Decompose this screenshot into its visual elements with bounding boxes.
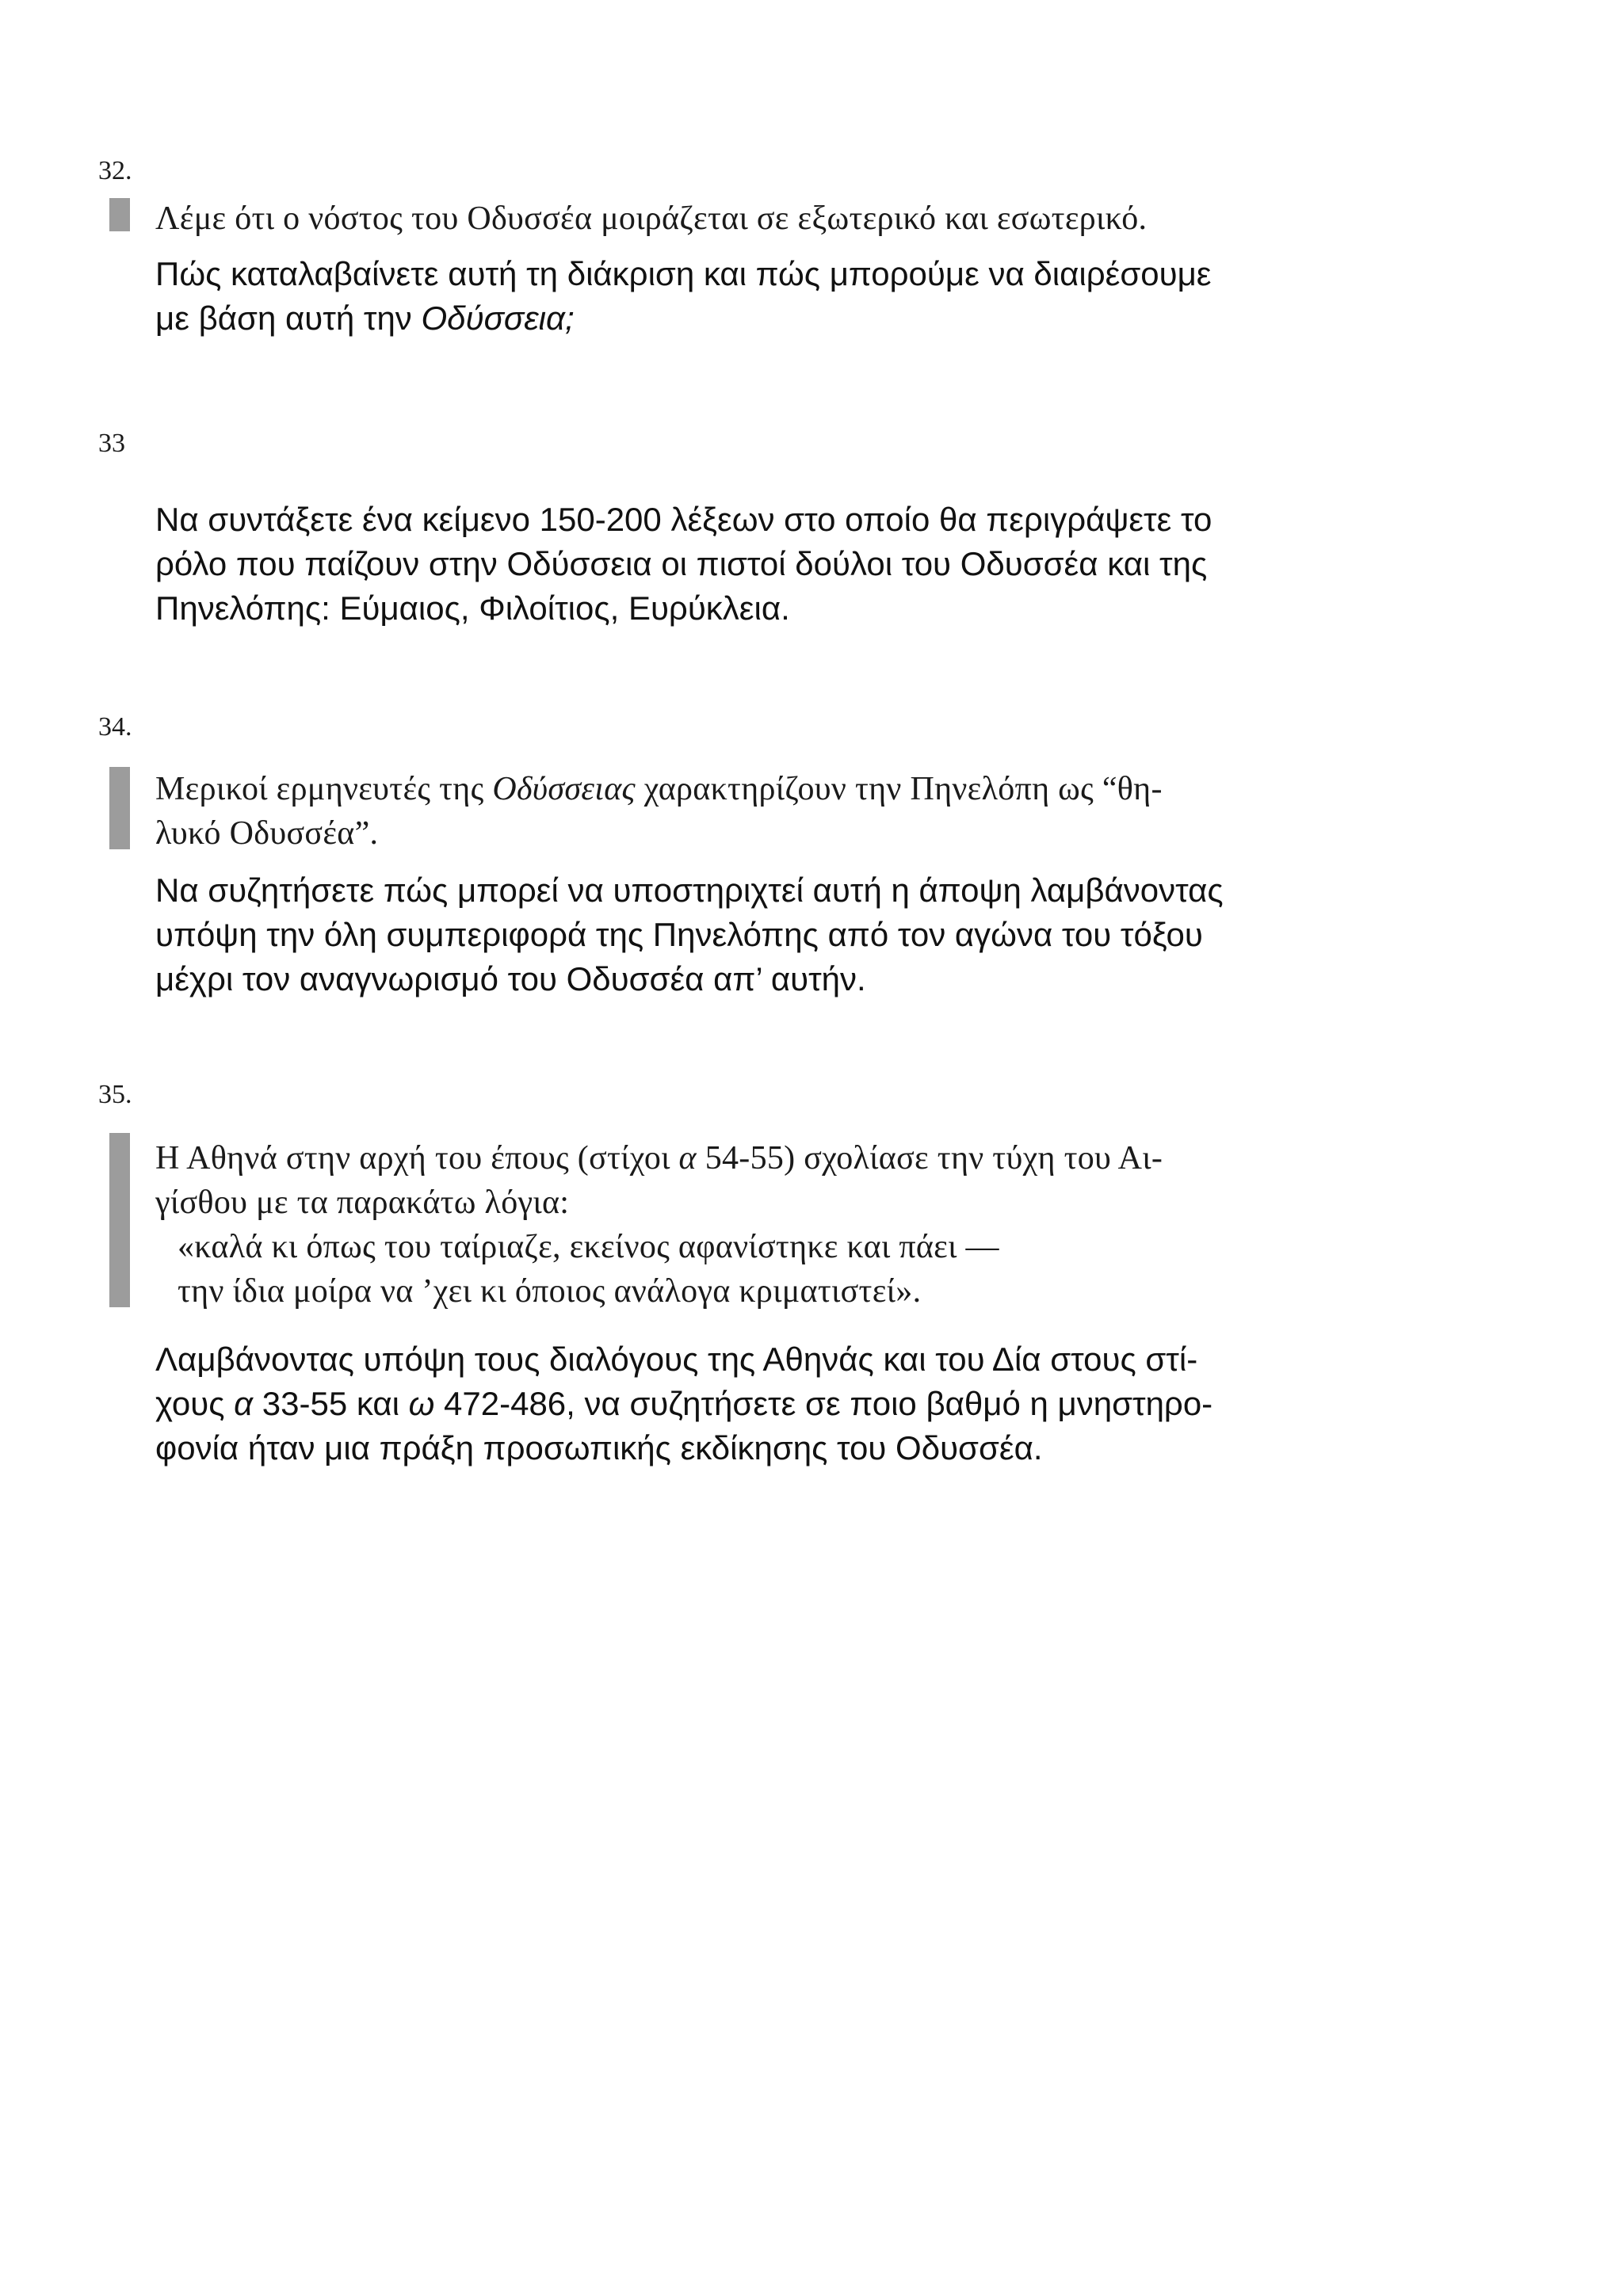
quote-bar [109, 767, 130, 849]
question-text [155, 498, 1471, 631]
question-line: Λαμβάνοντας υπόψη τους διαλόγους της Αθηνάς και του Δία στους στί- [155, 1341, 1198, 1378]
question-number: 32. [98, 156, 132, 185]
question-line [155, 1382, 1471, 1426]
question-line [155, 296, 1471, 341]
question-text [155, 1337, 1471, 1470]
quote-text [155, 1136, 1455, 1314]
italic-title: Οδύσσειας [492, 771, 636, 807]
text-run: χους [155, 1385, 235, 1422]
italic-title: Οδύσσεια; [421, 299, 575, 337]
text-run: Η Αθηνά στην αρχή του έπους (στίχοι [155, 1140, 679, 1177]
question-line: μέχρι τον αναγνωρισμό του Οδυσσέα απ’ αυτήν. [155, 960, 866, 997]
italic-symbol: ω [408, 1385, 435, 1422]
question-number: 34. [98, 712, 132, 742]
question-line: υπόψη την όλη συμπεριφορά της Πηνελόπης από τον αγώνα του τόξου [155, 916, 1203, 953]
verse-line: «καλά κι όπως του ταίριαζε, εκείνος αφανίστηκε και πάει — [178, 1229, 999, 1265]
question-number: 33 [98, 429, 125, 458]
quote-text [155, 196, 1455, 241]
quote-line [155, 1136, 1455, 1180]
question-text [155, 252, 1471, 341]
question-line: Πώς καταλαβαίνετε αυτή τη διάκριση και πώς μπορούμε να διαιρέσουμε [155, 255, 1212, 292]
text-run: 472-486, να συζητήσετε σε ποιο βαθμό η μνηστηρο- [434, 1385, 1213, 1422]
quote-bar [109, 198, 130, 231]
text-run: 54-55) σχολίασε την τύχη του Αι- [696, 1140, 1163, 1177]
text-run: 33-55 και [253, 1385, 409, 1422]
question-line: Να συζητήσετε πώς μπορεί να υποστηριχτεί αυτή η άποψη λαμβάνοντας [155, 871, 1224, 909]
italic-symbol: α [234, 1385, 254, 1422]
quote-bar [109, 1133, 130, 1307]
question-line: ρόλο που παίζουν στην Οδύσσεια οι πιστοί δούλοι του Οδυσσέα και της [155, 545, 1208, 582]
quote-text [155, 767, 1455, 856]
quote-line: Λέμε ότι ο νόστος του Οδυσσέα μοιράζεται σε εξωτερικό και εσωτερικό. [155, 200, 1148, 237]
italic-symbol: α [678, 1140, 697, 1177]
question-line: Να συντάξετε ένα κείμενο 150-200 λέξεων στο οποίο θα περιγράψετε το [155, 501, 1212, 538]
question-line: Πηνελόπης: Εύμαιος, Φιλοίτιος, Ευρύκλεια. [155, 589, 790, 627]
text-run: Μερικοί ερμηνευτές της [155, 771, 493, 807]
quote-line [155, 767, 1455, 811]
quote-line: λυκό Οδυσσέα”. [155, 815, 379, 852]
quote-line: γίσθου με τα παρακάτω λόγια: [155, 1184, 570, 1221]
verse-line: την ίδια μοίρα να ’χει κι όποιος ανάλογα κριματιστεί». [178, 1273, 922, 1310]
text-run: με βάση αυτή την [155, 299, 422, 337]
question-number: 35. [98, 1080, 132, 1109]
question-text [155, 868, 1471, 1001]
text-run: χαρακτηρίζουν την Πηνελόπη ως “θη- [635, 771, 1163, 807]
question-line: φονία ήταν μια πράξη προσωπικής εκδίκησης του Οδυσσέα. [155, 1429, 1043, 1466]
